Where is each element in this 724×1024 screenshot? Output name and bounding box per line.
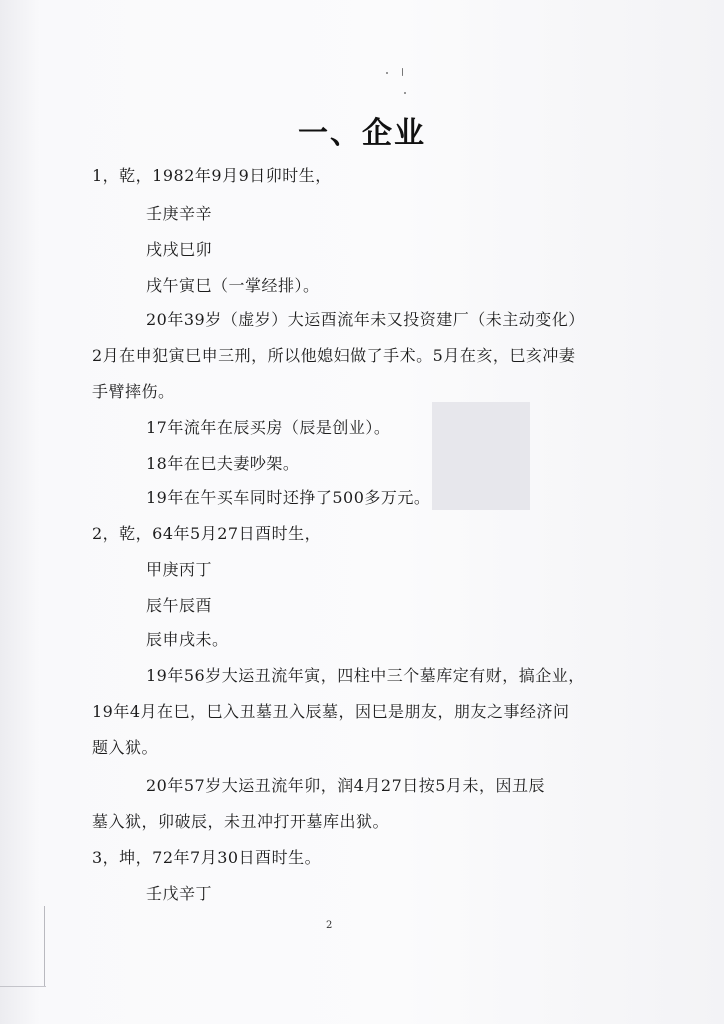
case-2-paragraph-line: 19年56岁大运丑流年寅，四柱中三个墓库定有财，搞企业， [146, 666, 585, 685]
case-1-paragraph-line: 19年在午买车同时还挣了500多万元。 [146, 488, 431, 507]
case-2-paragraph-line: 题入狱。 [92, 738, 159, 757]
case-1-header: 1，乾，1982年9月9日卯时生， [92, 166, 332, 185]
redaction-box [432, 402, 530, 510]
scan-speck [404, 92, 406, 94]
case-2-paragraph-line: 墓入狱，卯破辰，未丑冲打开墓库出狱。 [92, 812, 390, 831]
page-title: 一、企业 [298, 116, 426, 151]
case-1-pillar-branches: 戌戌巳卯 [146, 240, 213, 259]
case-3-pillar-stems: 壬戊辛丁 [146, 884, 213, 903]
case-1-paragraph-line: 手臂摔伤。 [92, 382, 175, 401]
case-2-header: 2，乾，64年5月27日酉时生， [92, 524, 322, 543]
case-1-pillar-palm: 戌午寅巳（一掌经排）。 [146, 276, 320, 295]
case-2-pillar-palm: 辰申戌未。 [146, 630, 229, 649]
case-2-paragraph-line: 19年4月在巳，巳入丑墓丑入辰墓，因巳是朋友，朋友之事经济问 [92, 702, 570, 721]
case-2-paragraph-line: 20年57岁大运丑流年卯，润4月27日按5月未，因丑辰 [146, 776, 545, 795]
case-1-paragraph-line: 17年流年在辰买房（辰是创业）。 [146, 418, 391, 437]
case-1-paragraph-line: 18年在巳夫妻吵架。 [146, 454, 300, 473]
scan-speck [386, 72, 388, 74]
case-2-pillar-stems: 甲庚丙丁 [146, 560, 213, 579]
case-1-paragraph-line: 20年39岁（虚岁）大运酉流年未又投资建厂（未主动变化） [146, 310, 585, 329]
case-1-pillar-stems: 壬庚辛辛 [146, 204, 213, 223]
case-1-paragraph-line: 2月在申犯寅巳申三刑，所以他媳妇做了手术。5月在亥，巳亥冲妻 [92, 346, 576, 365]
case-2-pillar-branches: 辰午辰酉 [146, 596, 213, 615]
case-3-header: 3，坤，72年7月30日酉时生。 [92, 848, 322, 867]
margin-tick [0, 986, 46, 987]
scan-speck [402, 68, 403, 76]
margin-line [44, 906, 45, 986]
page-number: 2 [326, 920, 333, 931]
